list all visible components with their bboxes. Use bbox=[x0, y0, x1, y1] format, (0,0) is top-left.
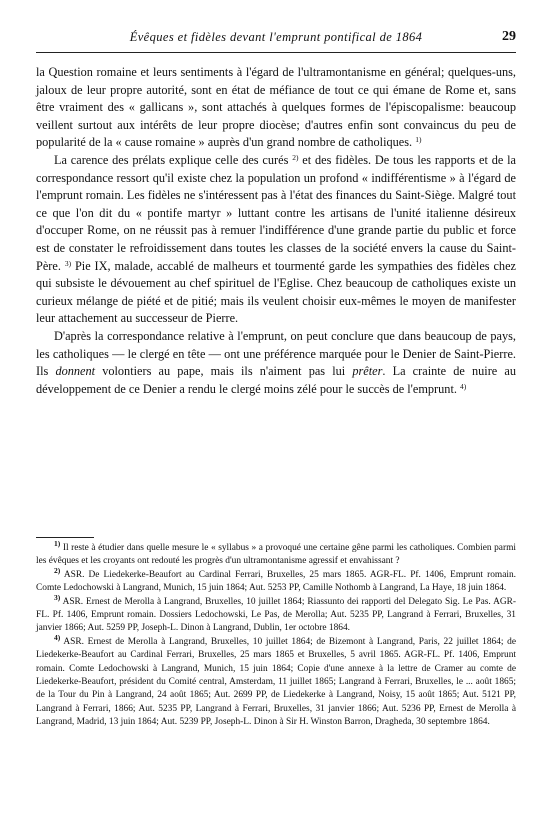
paragraph-2-text-a: La carence des prélats explique celle des curés bbox=[54, 152, 289, 167]
footnote-ref-4: 4) bbox=[460, 381, 467, 391]
footnote-4-mark: 4) bbox=[54, 632, 61, 642]
main-text bbox=[36, 64, 516, 398]
emphasis-preter: prêter bbox=[352, 364, 383, 379]
paragraph-2-text-b: et des fidèles. De tous les rapports et de la correspondance ressort qu'il existe chez la population un profond « indifférentisme » à l'égard de l'emprunt romain. Les fidèles ne s'intéressent pas à l'état des finances du Saint-Siège. Malgré tout ce que l'on dit du « pontife martyr » luttant contre les artisans de l'unité italienne désireux d'occuper Rome, on ne réussit pas à remuer l'indifférence d'une grande partie du public et force est de constater le refroidissement dans toutes les classes de la société envers la cause du Saint-Père. bbox=[36, 152, 517, 273]
footnote-4-text: ASR. Ernest de Merolla à Langrand, Bruxelles, 10 juillet 1864; de Bizemont à Langrand, Paris, 22 juillet 1864; de Liedekerke-Beaufort au Cardinal Ferrari, Bruxelles, 25 mars 1865 et Bruxelles, 5 avril 1865. AGR-FL. Pf. 1406, Emprunt romain. Comte Ledochowski à Langrand, Munich, 15 juin 1864; Copie d'une annexe à la lettre de Cramer au comte de Liedekerke-Beaufort, président du Comité central, Amsterdam, 11 juillet 1865; Langrand à Ferrari, Bruxelles, le ... août 1865; de la Tour du Pin à Langrand, 24 août 1865; Aut. 2699 PP, de Liedekerke à Langrand, Noisy, 15 août 1865; Aut. 5121 PP, Langrand à Ferrari, 1866; Aut. 5235 PP, Langrand à Ferrari, Bruxelles, 31 janvier 1866; Aut. 5236 PP, Ernest de Merolla à Langrand, Madrid, 13 juin 1864; Aut. 5239 PP, Joseph-L. Dinon à Sir H. Winston Barron, Dragheda, 30 septembre 1864. bbox=[36, 636, 516, 728]
paragraph-3-text-c: . La crainte de nuire au développement de ce Denier a rendu le clergé moins zélé pour le succès de l'emprunt. bbox=[36, 364, 516, 396]
running-head-title: Évêques et fidèles devant l'emprunt pontifical de 1864 bbox=[129, 30, 423, 44]
footnote-ref-3: 3) bbox=[64, 258, 72, 268]
emphasis-donnent: donnent bbox=[55, 364, 96, 379]
footnote-3-mark: 3) bbox=[54, 592, 61, 602]
footnote-2-mark: 2) bbox=[54, 565, 61, 575]
paragraph-3-text-b: volontiers au pape, mais ils n'aiment pas lui bbox=[95, 364, 353, 379]
footnote-4 bbox=[36, 632, 516, 730]
paragraph-1 bbox=[36, 64, 516, 152]
footnote-1-text: Il reste à étudier dans quelle mesure le « syllabus » a provoqué une certaine gêne parmi les catholiques. Combien parmi les évêques et les croyants ont redouté les progrès d'un ultramontanisme agressif et envahissant ? bbox=[36, 543, 516, 567]
footnotes bbox=[36, 539, 516, 730]
running-head bbox=[36, 30, 516, 50]
paragraph-3 bbox=[36, 328, 516, 398]
paragraph-1-text: la Question romaine et leurs sentiments à l'égard de l'ultramontanisme en général; quelques-uns, jaloux de leur propre autorité, sont en état de méfiance de tout ce qui émane de Rome et, sans être vraiment des « gallicans », sont attachés à quelques formes de l'épiscopalisme: beaucoup veillent surtout aux intérêts de leur propre diocèse; d'autres enfin sont convaincus du peu de popularité de la « cause romaine » auprès d'un grand nombre de catholiques. bbox=[36, 65, 516, 150]
header-rule bbox=[36, 52, 516, 53]
page-number: 29 bbox=[502, 29, 516, 44]
paragraph-2-text-c: Pie IX, malade, accablé de malheurs et tourmenté garde les sympathies des fidèles chez qui subsiste le dévouement au chef spirituel de l'Eglise. Chez beaucoup de catholiques existe un curieux mélange de piété et de pitié; mais ils veulent choisir eux-mêmes le moyen de manifester leur attachement au successeur de Pierre. bbox=[36, 258, 516, 326]
footnote-3-text: ASR. Ernest de Merolla à Langrand, Bruxelles, 10 juillet 1864; Riassunto dei rapporti del Delegato Sig. Le Pas. AGR-FL. Pf. 1406, Emprunt romain. Dossiers Ledochowski, Le Pas, de Merolla; Aut. 5235 PP, Langrand à Ferrari, Bruxelles, 31 janvier 1866; Aut. 5259 PP, Joseph-L. Dinon à Langrand, Dublin, 1er octobre 1864. bbox=[36, 596, 516, 634]
footnote-2 bbox=[36, 565, 516, 596]
footnote-rule bbox=[36, 537, 94, 538]
paragraph-3-text-a: D'après la correspondance relative à l'emprunt, on peut conclure que dans beaucoup de pays, les catholiques — le clergé en tête — ont une préférence marquée pour le Denier de Saint-Pierre. Ils bbox=[36, 328, 516, 379]
footnote-ref-1: 1) bbox=[415, 135, 422, 145]
footnote-1 bbox=[36, 539, 516, 569]
footnote-3 bbox=[36, 592, 516, 636]
footnote-2-text: ASR. De Liedekerke-Beaufort au Cardinal Ferrari, Bruxelles, 25 mars 1865. AGR-FL. Pf. 1406, Emprunt romain. Comte Ledochowski à Langrand, Munich, 15 juin 1864; Aut. 5253 PP, Camille Nothomb à Langrand, La Haye, 18 juin 1864. bbox=[36, 569, 516, 594]
footnote-ref-2: 2) bbox=[292, 152, 299, 162]
footnote-1-mark: 1) bbox=[54, 539, 61, 548]
paragraph-2 bbox=[36, 152, 516, 328]
